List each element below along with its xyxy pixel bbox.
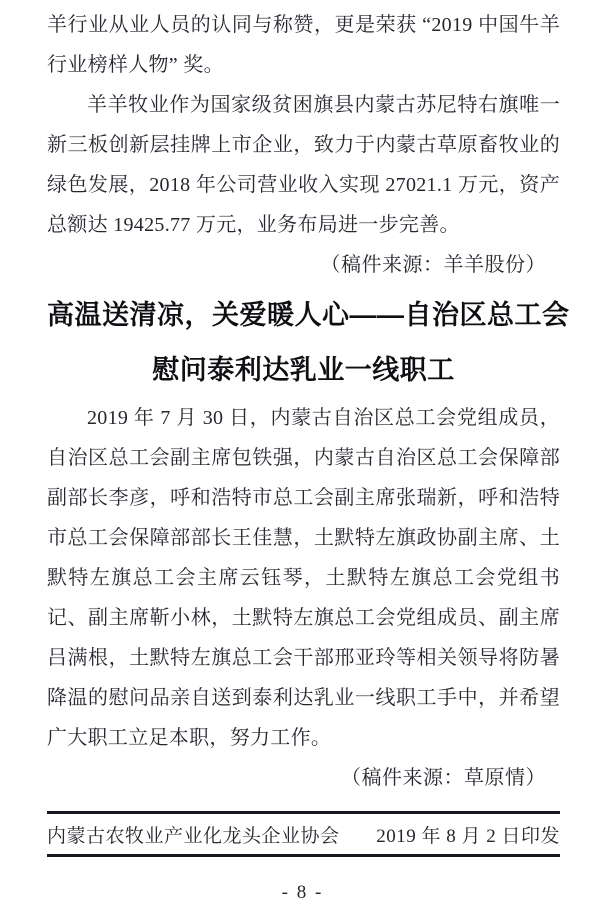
- article-title: [47, 288, 570, 398]
- article-section: [47, 288, 570, 798]
- article-title-line-1: 高温送清凉，关爱暖人心——自治区总工会: [47, 300, 570, 330]
- footer-issuer: 内蒙古农牧业产业化龙头企业协会: [47, 825, 340, 847]
- source-attribution: （稿件来源：草原情）: [341, 767, 546, 789]
- page-content: [47, 5, 570, 798]
- paragraph-article-body: 2019 年 7 月 30 日，内蒙古自治区总工会党组成员，自治区总工会副主席包铁强，内蒙古自治区总工会保障部副部长李彦，呼和浩特市总工会副主席张瑞新，呼和浩特市总工会保障部部长王佳慧，土默特左旗政协副主席、土默特左旗总工会主席云钰琴，土默特左旗总工会党组书记、副主席靳小林，土默特左旗总工会党组成员、副主席吕满根，土默特左旗总工会干部邢亚玲等相关领导将防暑降温的慰问品亲自送到泰利达乳业一线职工手中，并希望广大职工立足本职，努力工作。: [47, 407, 560, 749]
- footer-rule-bottom: [47, 854, 560, 857]
- footer-row: [47, 814, 560, 854]
- paragraph-company-profile: 羊羊牧业作为国家级贫困旗县内蒙古苏尼特右旗唯一新三板创新层挂牌上市企业，致力于内蒙古草原畜牧业的绿色发展，2018 年公司营业收入实现 27021.1 万元，资产总额达 19425.77 万元，业务布局进一步完善。: [47, 94, 560, 236]
- page-number: - 8 -: [281, 882, 324, 903]
- footer-print-date: 2019 年 8 月 2 日印发: [376, 825, 560, 847]
- page-footer: [47, 811, 560, 857]
- paragraph-award-continuation: 羊行业从业人员的认同与称赞，更是荣获 “2019 中国牛羊行业榜样人物” 奖。: [47, 14, 560, 76]
- previous-article-section: [47, 5, 560, 285]
- article-title-line-2: 慰问泰利达乳业一线职工: [152, 355, 455, 385]
- source-attribution: （稿件来源：羊羊股份）: [320, 254, 546, 276]
